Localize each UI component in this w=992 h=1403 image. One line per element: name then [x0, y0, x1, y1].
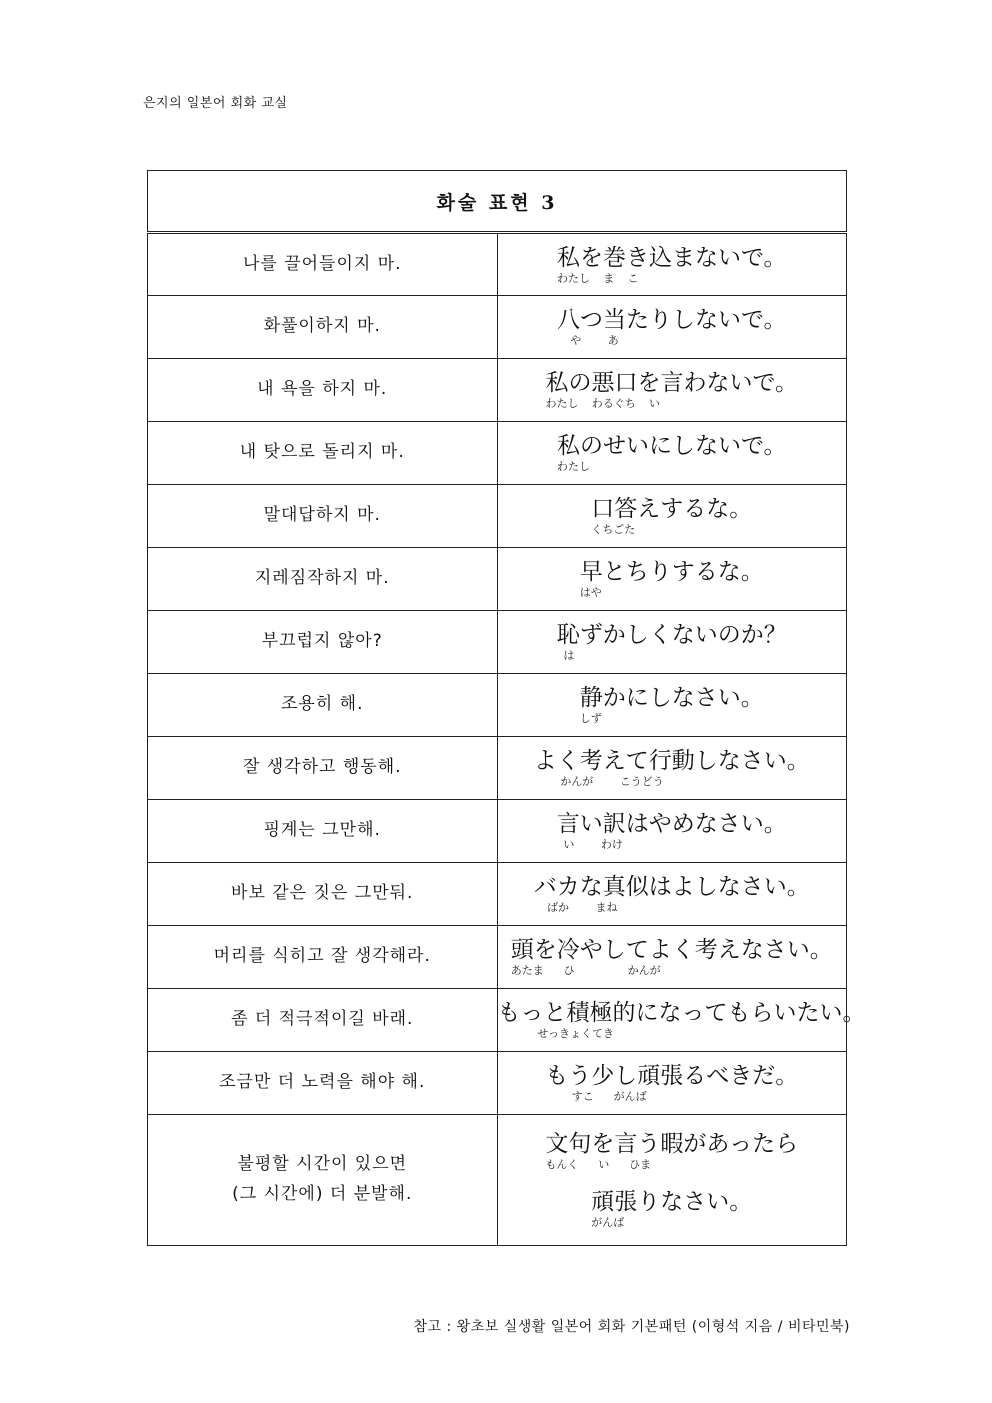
japanese-text: 私の悪口を言わないで。: [545, 370, 799, 396]
korean-expression-text: 바보 같은 짓은 그만둬.: [231, 883, 414, 904]
korean-expression-cell: [148, 674, 498, 737]
expression-table-container: [147, 170, 866, 1246]
table-row: [148, 926, 847, 989]
japanese-expression-cell: [497, 926, 847, 989]
furigana-reading: あたま ひ かんが: [510, 964, 661, 977]
japanese-text: 言い訳はやめなさい。: [556, 811, 787, 837]
korean-expression-cell: [148, 359, 498, 422]
korean-expression-text: 잘 생각하고 행동해.: [242, 757, 402, 778]
korean-expression-text: 불평할 시간이 있으면: [237, 1154, 408, 1175]
korean-expression-cell: [148, 296, 498, 359]
table-row: [148, 674, 847, 737]
japanese-expression: [557, 432, 787, 473]
japanese-expression-cell: [497, 800, 847, 863]
korean-expression-cell: [148, 926, 498, 989]
japanese-text: 私を巻き込まないで。: [556, 244, 787, 271]
table-row: [148, 548, 847, 611]
korean-expression-text: 화풀이하지 마.: [263, 316, 381, 337]
korean-expression-text: 부끄럽지 않아?: [261, 631, 383, 652]
japanese-expression: [591, 495, 752, 536]
japanese-expression-cell: [497, 611, 847, 674]
furigana-reading: はや: [579, 586, 602, 599]
furigana-reading: すこ がんば: [545, 1090, 647, 1103]
korean-expression-text: 머리를 식히고 잘 생각해라.: [213, 946, 431, 967]
korean-expression-cell: [148, 800, 498, 863]
korean-expression-text: 지레짐작하지 마.: [254, 568, 390, 589]
japanese-expression: [580, 558, 764, 599]
japanese-expression: [591, 1188, 752, 1229]
table-row: [148, 422, 847, 485]
korean-expression-text: 조용히 해.: [281, 694, 364, 715]
table-row: [148, 485, 847, 548]
japanese-text: もう少し頑張るべきだ。: [545, 1063, 799, 1089]
table-row: [148, 737, 847, 800]
japanese-expression-cell: [497, 233, 847, 296]
korean-expression-cell: [148, 737, 498, 800]
japanese-expression: [557, 244, 787, 285]
korean-expression-cell: [148, 1115, 498, 1246]
japanese-text: よく考えて行動しなさい。: [533, 748, 810, 774]
japanese-expression: [534, 873, 810, 914]
japanese-expression: [534, 747, 810, 788]
furigana-reading: がんば: [591, 1216, 625, 1229]
japanese-text: 八つ当たりしないで。: [556, 307, 787, 333]
japanese-expression: [498, 999, 866, 1040]
table-row: [148, 989, 847, 1052]
japanese-expression: [545, 369, 798, 410]
korean-expression-cell: [148, 611, 498, 674]
korean-expression-cell: [148, 1052, 498, 1115]
japanese-text: もっと積極的になってもらいたい。: [497, 1000, 866, 1026]
furigana-reading: わたし わるぐち い: [545, 397, 660, 410]
japanese-expression: [545, 1130, 798, 1171]
reference-footer: 참고 : 왕초보 실생활 일본어 회화 기본패턴 (이형석 지음 / 비타민북): [413, 1319, 850, 1335]
japanese-expression-cell: [497, 737, 847, 800]
page-header: 은지의 일본어 회화 교실: [143, 96, 288, 111]
japanese-text: 口答えするな。: [591, 496, 753, 522]
korean-expression-text: 내 탓으로 돌리지 마.: [239, 442, 405, 463]
korean-expression-cell: [148, 233, 498, 296]
korean-expression-text: (그 시간에) 더 분발해.: [232, 1184, 413, 1204]
table-row: [148, 233, 847, 296]
japanese-expression-cell: [497, 485, 847, 548]
japanese-text: 私のせいにしないで。: [556, 433, 787, 459]
furigana-reading: せっきょくてき: [497, 1027, 615, 1040]
furigana-reading: は: [556, 649, 575, 662]
korean-expression-cell: [148, 863, 498, 926]
japanese-expression: [557, 306, 787, 347]
korean-expression-cell: [148, 422, 498, 485]
korean-expression-text: 내 욕을 하지 마.: [257, 379, 388, 400]
table-body: [148, 233, 866, 1246]
furigana-reading: や あ: [556, 334, 619, 347]
table-row: [148, 800, 847, 863]
korean-expression-text: 좀 더 적극적이길 바래.: [231, 1009, 414, 1030]
furigana-reading: わたし ま こ: [556, 271, 639, 285]
japanese-expression-cell: [497, 359, 847, 422]
japanese-text: 文句を言う暇があったら: [545, 1131, 799, 1157]
japanese-text: 頭を冷やしてよく考えなさい。: [510, 937, 833, 963]
table-row: [148, 863, 847, 926]
japanese-expression-cell: [497, 422, 847, 485]
japanese-text: 早とちりするな。: [579, 559, 764, 585]
table-row: [148, 1052, 847, 1115]
korean-expression-cell: [148, 485, 498, 548]
table-title: 화술 표현 3: [148, 171, 847, 233]
furigana-reading: ばか まね: [533, 901, 618, 914]
korean-expression-text: 조금만 더 노력을 해야 해.: [219, 1072, 426, 1093]
furigana-reading: くちごた: [591, 523, 636, 536]
table-row: [148, 611, 847, 674]
japanese-expression: [557, 621, 787, 662]
japanese-expression: [580, 684, 764, 725]
japanese-expression: [557, 810, 787, 851]
japanese-expression: [545, 1062, 798, 1103]
japanese-expression-cell: [497, 1115, 847, 1246]
japanese-expression-cell: [497, 989, 866, 1052]
table-row: [148, 296, 847, 359]
korean-expression-cell: [148, 548, 498, 611]
japanese-expression-cell: [497, 1052, 847, 1115]
japanese-expression-cell: [497, 296, 847, 359]
furigana-reading: もんく い ひま: [545, 1158, 652, 1171]
korean-expression-text: 말대답하지 마.: [263, 505, 381, 526]
japanese-text: バカな真似はよしなさい。: [533, 874, 810, 900]
japanese-expression-cell: [497, 674, 847, 737]
japanese-text: 頑張りなさい。: [591, 1189, 753, 1215]
korean-expression-text: 나를 끌어들이지 마.: [242, 253, 402, 274]
table-row: [148, 359, 847, 422]
japanese-expression-cell: [497, 548, 847, 611]
japanese-text: 恥ずかしくないのか？: [556, 622, 787, 648]
furigana-reading: い わけ: [556, 838, 623, 851]
korean-expression-cell: [148, 989, 498, 1052]
table-row: [148, 1115, 847, 1246]
korean-expression-text: 핑계는 그만해.: [263, 820, 381, 841]
expression-table: [147, 170, 866, 1246]
furigana-reading: しず: [579, 712, 602, 725]
furigana-reading: わたし: [556, 460, 590, 473]
japanese-expression: [511, 936, 833, 977]
japanese-text: 静かにしなさい。: [579, 685, 764, 711]
japanese-expression-cell: [497, 863, 847, 926]
furigana-reading: かんが こうどう: [533, 775, 664, 788]
